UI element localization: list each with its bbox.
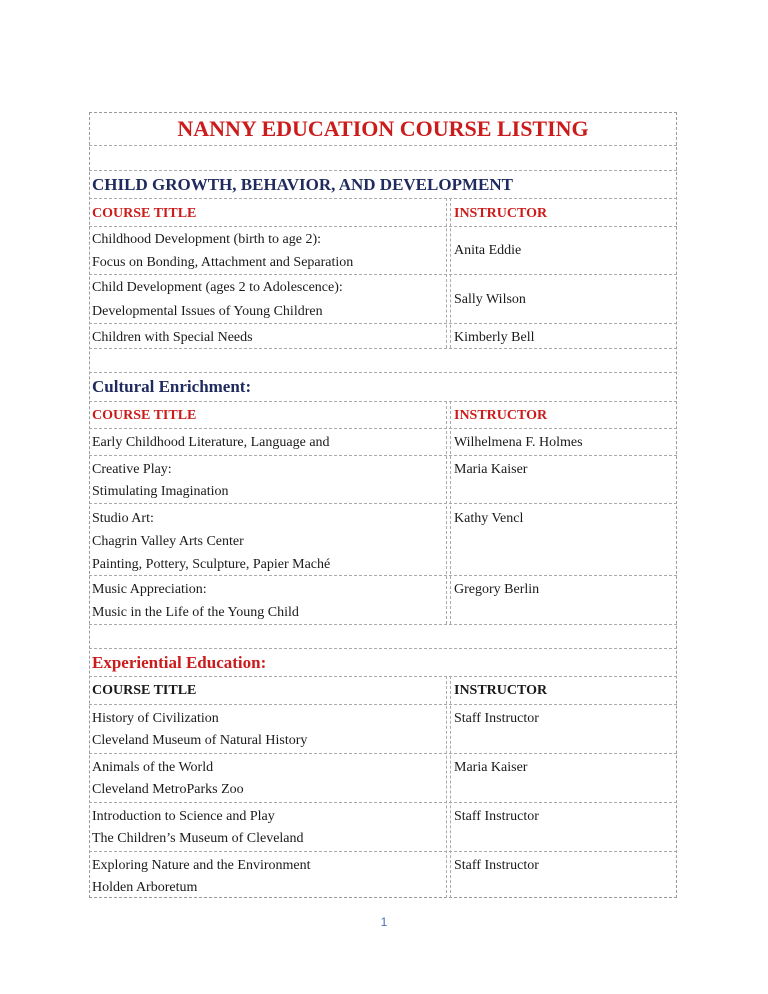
course-title-line: Child Development (ages 2 to Adolescence): <box>92 280 343 295</box>
column-header-course-title: COURSE TITLE <box>92 683 197 698</box>
column-header-instructor: INSTRUCTOR <box>454 683 548 698</box>
column-divider <box>450 676 451 898</box>
column-header-instructor: INSTRUCTOR <box>454 408 548 423</box>
divider <box>89 323 677 324</box>
course-title-line: Early Childhood Literature, Language and <box>92 435 330 450</box>
column-header-instructor: INSTRUCTOR <box>454 206 548 221</box>
divider <box>89 802 677 803</box>
column-header-course-title: COURSE TITLE <box>92 206 197 221</box>
section-heading: Cultural Enrichment: <box>92 377 252 396</box>
page-title: NANNY EDUCATION COURSE LISTING <box>177 116 589 141</box>
course-title-line: Holden Arboretum <box>92 880 198 895</box>
course-title-line: Music in the Life of the Young Child <box>92 605 299 620</box>
divider <box>89 503 677 504</box>
instructor-name: Kathy Vencl <box>454 511 524 526</box>
divider <box>89 624 677 625</box>
section-heading: Experiential Education: <box>92 653 267 672</box>
course-title-line: Painting, Pottery, Sculpture, Papier Maché <box>92 557 331 572</box>
divider <box>89 401 677 402</box>
instructor-name: Sally Wilson <box>454 292 526 307</box>
course-title-line: The Children’s Museum of Cleveland <box>92 831 304 846</box>
divider <box>89 198 677 199</box>
divider <box>89 274 677 275</box>
course-title-line: Animals of the World <box>92 760 214 775</box>
divider <box>89 575 677 576</box>
divider <box>89 170 677 171</box>
course-title-line: Cleveland Museum of Natural History <box>92 733 308 748</box>
course-title-line: Childhood Development (birth to age 2): <box>92 232 322 247</box>
column-divider <box>446 198 447 348</box>
divider <box>89 753 677 754</box>
instructor-name: Kimberly Bell <box>454 330 535 345</box>
course-title-line: Exploring Nature and the Environment <box>92 858 311 873</box>
divider <box>89 676 677 677</box>
instructor-name: Maria Kaiser <box>454 760 528 775</box>
course-title-line: Stimulating Imagination <box>92 484 229 499</box>
course-title-line: Developmental Issues of Young Children <box>92 304 323 319</box>
divider <box>89 372 677 373</box>
column-header-course-title: COURSE TITLE <box>92 408 197 423</box>
divider <box>89 145 677 146</box>
course-title-line: Children with Special Needs <box>92 330 253 345</box>
course-title-line: Studio Art: <box>92 511 154 526</box>
column-divider <box>450 401 451 624</box>
divider <box>89 348 677 349</box>
instructor-name: Gregory Berlin <box>454 582 540 597</box>
course-title-line: Cleveland MetroParks Zoo <box>92 782 244 797</box>
page-number: 1 <box>380 915 388 929</box>
divider <box>89 455 677 456</box>
divider <box>89 704 677 705</box>
course-title-line: Music Appreciation: <box>92 582 207 597</box>
divider <box>89 428 677 429</box>
course-title-line: Focus on Bonding, Attachment and Separation <box>92 255 354 270</box>
divider <box>89 851 677 852</box>
instructor-name: Wilhelmena F. Holmes <box>454 435 583 450</box>
course-title-line: Creative Play: <box>92 462 172 477</box>
instructor-name: Staff Instructor <box>454 858 539 873</box>
divider <box>89 648 677 649</box>
course-title-line: Introduction to Science and Play <box>92 809 275 824</box>
column-divider <box>446 676 447 898</box>
divider <box>89 226 677 227</box>
column-divider <box>450 198 451 348</box>
section-heading: CHILD GROWTH, BEHAVIOR, AND DEVELOPMENT <box>92 175 513 194</box>
instructor-name: Staff Instructor <box>454 711 539 726</box>
instructor-name: Staff Instructor <box>454 809 539 824</box>
instructor-name: Anita Eddie <box>454 243 522 258</box>
column-divider <box>446 401 447 624</box>
instructor-name: Maria Kaiser <box>454 462 528 477</box>
course-title-line: History of Civilization <box>92 711 219 726</box>
course-title-line: Chagrin Valley Arts Center <box>92 534 244 549</box>
